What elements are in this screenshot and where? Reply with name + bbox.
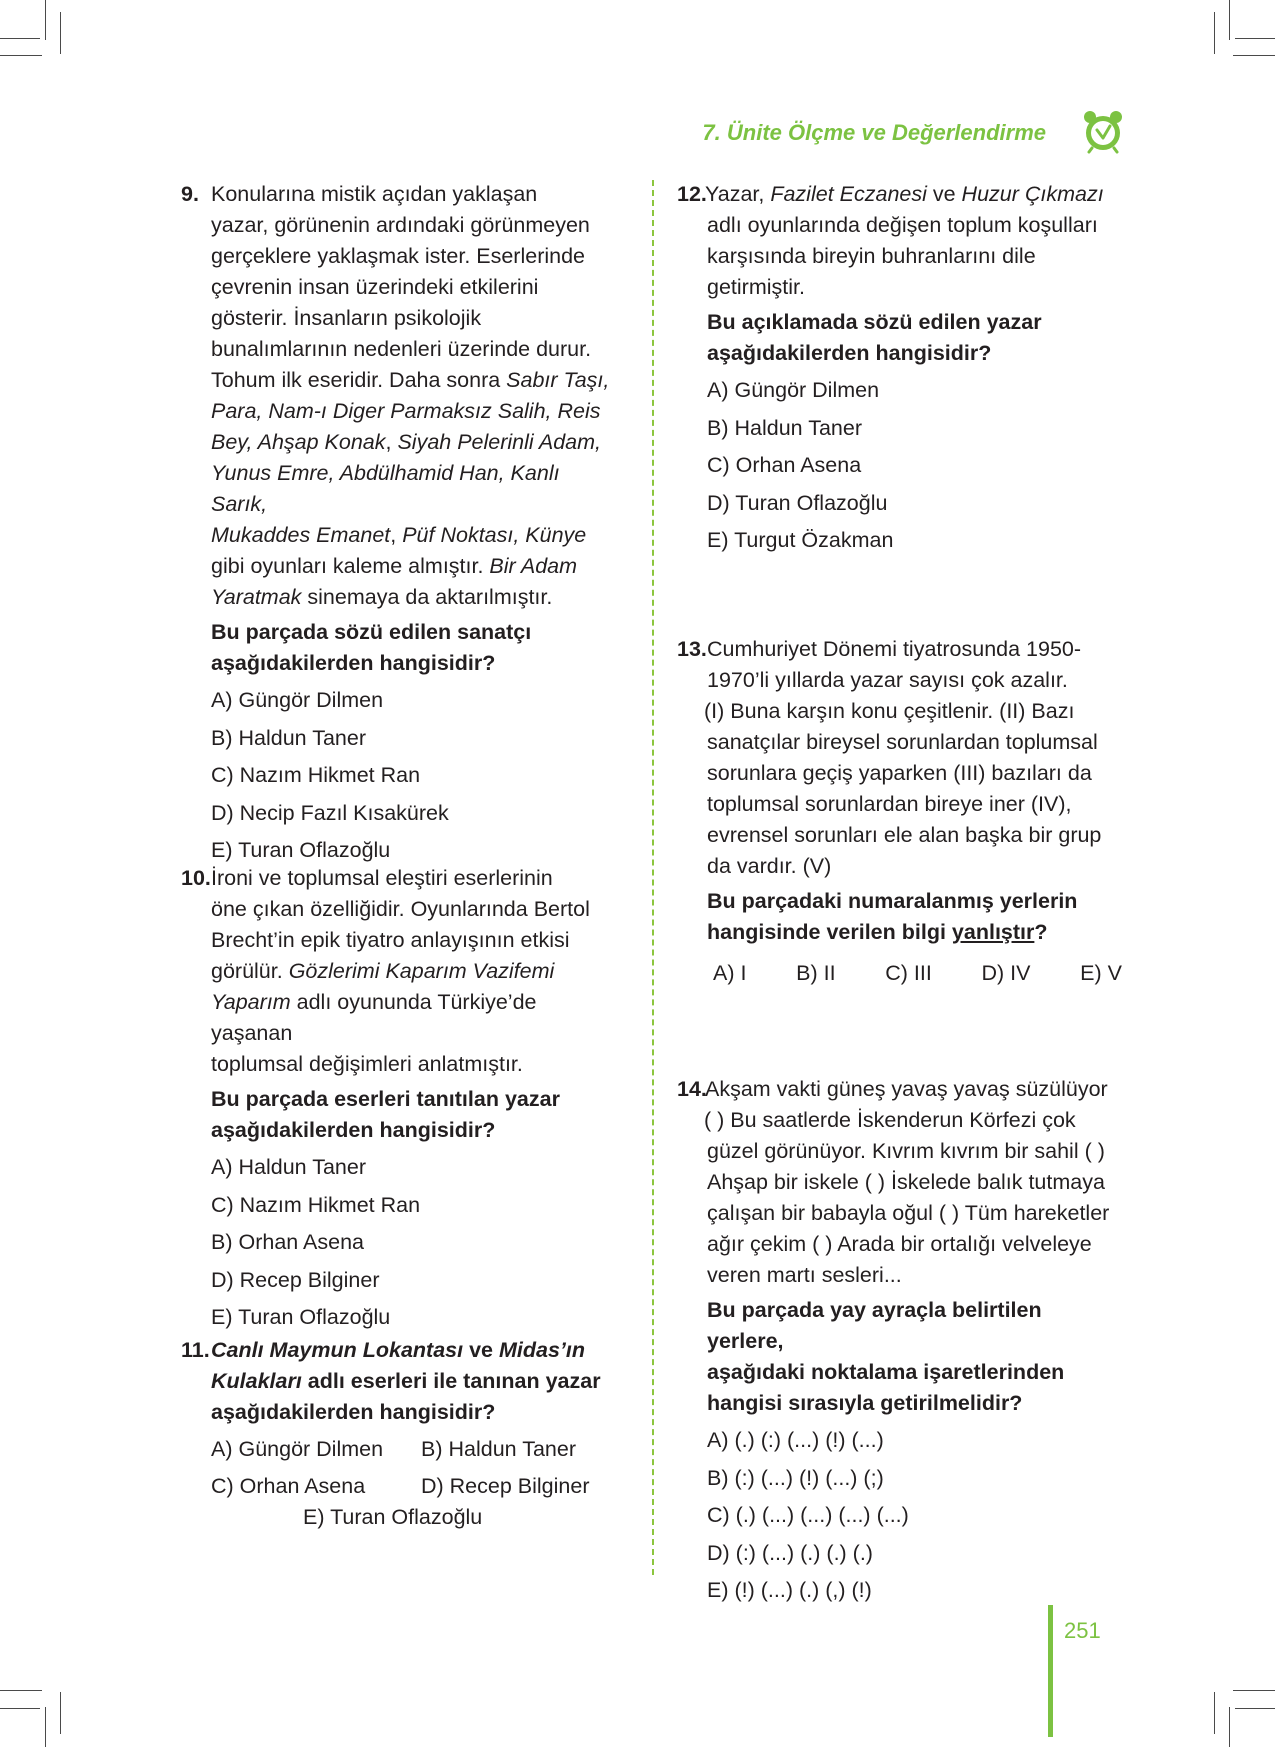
work-title: Gözlerimi Kaparım Vazifemi xyxy=(288,959,555,983)
answer-option-d[interactable]: D) (:) (...) (.) (.) (.) xyxy=(707,1540,873,1565)
question-stem: Bu açıklamada sözü edilen yazar xyxy=(707,310,1042,334)
question-number: 10. xyxy=(181,866,211,890)
crop-mark xyxy=(1235,1708,1275,1709)
question-text-line: 1970’li yıllarda yazar sayısı çok azalır. xyxy=(707,668,1068,692)
work-title: Mukaddes Emanet xyxy=(211,523,391,547)
answer-options xyxy=(707,958,1122,989)
work-title: Sabır Taşı, xyxy=(506,368,610,392)
crop-mark xyxy=(1233,55,1275,56)
question-text-line: getirmiştir. xyxy=(707,275,805,299)
text-run: ve xyxy=(926,182,962,206)
question-stem: Bu parçada eserleri tanıtılan yazar xyxy=(211,1087,560,1111)
answer-option-e[interactable]: E) Turan Oflazoğlu xyxy=(303,1505,483,1529)
question-10 xyxy=(181,863,621,1334)
alarm-clock-icon xyxy=(1080,108,1126,154)
question-stem: aşağıdakilerden hangisidir? xyxy=(707,341,992,365)
work-title: Siyah Pelerinli Adam, xyxy=(397,430,601,454)
work-title-line: Yunus Emre, Abdülhamid Han, Kanlı Sarık, xyxy=(211,461,560,516)
crop-mark xyxy=(1235,38,1275,39)
crop-mark xyxy=(0,38,40,39)
question-stem: aşağıdakilerden hangisidir? xyxy=(211,1400,496,1424)
question-text-line: yazar, görünenin ardındaki görünmeyen xyxy=(211,213,590,237)
column-divider xyxy=(652,180,654,1575)
crop-mark xyxy=(0,55,42,56)
question-number: 11. xyxy=(181,1338,210,1362)
question-number: 13. xyxy=(677,637,707,661)
answer-option-a[interactable]: A) Güngör Dilmen xyxy=(211,688,384,712)
text-run: görülür. xyxy=(211,959,289,983)
question-text-line: Cumhuriyet Dönemi tiyatrosunda 1950- xyxy=(707,637,1082,661)
question-text-line: gösterir. İnsanların psikolojik xyxy=(211,306,482,330)
crop-mark xyxy=(0,1708,40,1709)
question-text-line xyxy=(211,956,621,987)
crop-mark xyxy=(1214,1692,1215,1734)
question-text-line: Akşam vakti güneş yavaş yavaş süzülüyor xyxy=(705,1077,1108,1101)
text-run: adlı eserleri ile tanınan yazar xyxy=(301,1369,601,1393)
emphasis-underlined: yanlıştır xyxy=(951,920,1035,944)
question-text-line: Konularına mistik açıdan yaklaşan xyxy=(211,182,538,206)
crop-mark xyxy=(1214,12,1215,54)
work-title: Bey, Ahşap Konak xyxy=(211,430,386,454)
page-number: 251 xyxy=(1064,1618,1101,1643)
question-text-line: karşısında bireyin buhranlarını dile xyxy=(707,244,1036,268)
question-text-line: evrensel sorunları ele alan başka bir grup xyxy=(707,823,1102,847)
answer-option-b[interactable]: B) (:) (...) (!) (...) (;) xyxy=(707,1465,884,1490)
question-text-line: da vardır. (V) xyxy=(707,854,832,878)
crop-mark xyxy=(45,1707,46,1747)
answer-option-c[interactable]: C) Orhan Asena xyxy=(707,453,862,477)
question-11 xyxy=(181,1335,621,1533)
question-text-line xyxy=(211,551,621,582)
text-run: hangisinde verilen bilgi xyxy=(707,920,952,944)
answer-option-d[interactable]: D) Necip Fazıl Kısakürek xyxy=(211,800,449,825)
question-text-line: bunalımlarının nedenleri üzerinde durur. xyxy=(211,337,592,361)
crop-mark xyxy=(0,1690,42,1691)
question-stem: aşağıdakilerden hangisidir? xyxy=(211,1118,496,1142)
question-text-line: gerçeklere yaklaşmak ister. Eserlerinde xyxy=(211,244,586,268)
text-run: gibi oyunları kaleme almıştır. xyxy=(211,554,490,578)
question-text-line xyxy=(705,179,1122,210)
question-stem: hangisi sırasıyla getirilmelidir? xyxy=(707,1391,1023,1415)
question-stem: Bu parçada yay ayraçla belirtilen yerlere, xyxy=(707,1298,1042,1353)
text-run: , xyxy=(385,430,398,454)
answer-option-b[interactable]: B) Orhan Asena xyxy=(211,1230,364,1254)
answer-option-d[interactable]: D) Turan Oflazoğlu xyxy=(707,490,888,515)
answer-option-d[interactable]: D) Recep Bilginer xyxy=(421,1474,590,1498)
answer-option-c[interactable]: C) Nazım Hikmet Ran xyxy=(211,763,421,787)
answer-option-e[interactable]: E) Turgut Özakman xyxy=(707,528,894,552)
question-stem: aşağıdaki noktalama işaretlerinden xyxy=(707,1360,1065,1384)
answer-option-e[interactable]: E) V xyxy=(1080,961,1122,985)
text-run: Tohum ilk eseridir. Daha sonra xyxy=(211,368,507,392)
question-text-line: Ahşap bir iskele ( ) İskelede balık tutmaya xyxy=(707,1170,1105,1194)
answer-option-a[interactable]: A) (.) (:) (...) (!) (...) xyxy=(707,1428,884,1452)
unit-title: 7. Ünite Ölçme ve Değerlendirme xyxy=(702,120,1046,145)
question-text-line: sanatçılar bireysel sorunlardan toplumsal xyxy=(707,730,1098,754)
question-text-line xyxy=(211,582,621,613)
answer-option-a[interactable]: A) I xyxy=(713,961,747,985)
work-title: Yaratmak xyxy=(211,585,302,609)
crop-mark xyxy=(1229,0,1230,40)
work-title: Canlı Maymun Lokantası xyxy=(211,1338,464,1362)
answer-option-b[interactable]: B) II xyxy=(796,961,836,985)
question-text-line xyxy=(211,365,621,396)
crop-mark xyxy=(1233,1690,1275,1691)
text-run: ? xyxy=(1034,920,1048,944)
page-number-bar xyxy=(1048,1605,1053,1737)
question-text-line: Brecht’in epik tiyatro anlayışının etkisi xyxy=(211,928,570,952)
work-title: Kulakları xyxy=(211,1369,302,1393)
question-text-line: sorunlara geçiş yaparken (III) bazıları da xyxy=(707,761,1092,785)
answer-option-b[interactable]: B) Haldun Taner xyxy=(707,415,862,440)
answer-option-e[interactable]: E) (!) (...) (.) (,) (!) xyxy=(707,1578,872,1602)
work-title: Yaparım xyxy=(211,990,291,1014)
answer-option-b[interactable]: B) Haldun Taner xyxy=(211,725,366,750)
question-text-line: ( ) Bu saatlerde İskenderun Körfezi çok xyxy=(704,1108,1076,1132)
work-title-line: Para, Nam-ı Diger Parmaksız Salih, Reis xyxy=(211,399,601,423)
question-text-line xyxy=(211,987,621,1049)
crop-mark xyxy=(60,12,61,54)
question-text-line: adlı oyunlarında değişen toplum koşulları xyxy=(707,213,1098,237)
question-stem xyxy=(211,1366,621,1397)
answer-option-a[interactable]: A) Güngör Dilmen xyxy=(707,378,880,402)
answer-option-a[interactable]: A) Haldun Taner xyxy=(211,1155,366,1179)
crop-mark xyxy=(60,1692,61,1734)
question-text-line: çalışan bir babayla oğul ( ) Tüm hareketler xyxy=(707,1201,1110,1225)
question-text-line: toplumsal sorunlardan bireye iner (IV), xyxy=(707,792,1072,816)
work-title: Midas’ın xyxy=(498,1338,585,1362)
question-number: 9. xyxy=(181,182,199,206)
question-text-line: güzel görünüyor. Kıvrım kıvrım bir sahil ( ) xyxy=(707,1139,1105,1163)
answer-options xyxy=(211,1434,621,1502)
question-text-line: İroni ve toplumsal eleştiri eserlerinin xyxy=(211,866,553,890)
answer-option-a[interactable]: A) Güngör Dilmen xyxy=(211,1437,384,1461)
question-stem: Bu parçadaki numaralanmış yerlerin xyxy=(707,889,1078,913)
question-stem xyxy=(211,1335,621,1366)
question-text-line: ağır çekim ( ) Arada bir ortalığı velveleye xyxy=(707,1232,1092,1256)
answer-option-d[interactable]: D) IV xyxy=(981,961,1031,985)
question-number: 12. xyxy=(677,182,707,206)
question-14 xyxy=(677,1074,1122,1607)
question-text-line: çevrenin insan üzerindeki etkilerini xyxy=(211,275,539,299)
crop-mark xyxy=(45,0,46,40)
work-title: Huzur Çıkmazı xyxy=(961,182,1104,206)
answer-option-b[interactable]: B) Haldun Taner xyxy=(421,1437,576,1461)
text-run: sinemaya da aktarılmıştır. xyxy=(301,585,553,609)
answer-option-c[interactable]: C) Nazım Hikmet Ran xyxy=(211,1192,421,1217)
question-stem: aşağıdakilerden hangisidir? xyxy=(211,651,496,675)
text-run: , xyxy=(390,523,403,547)
text-run: adlı oyununda Türkiye’de yaşanan xyxy=(211,990,537,1045)
question-text-line xyxy=(211,427,621,458)
text-run: ve xyxy=(463,1338,499,1362)
question-text-line: toplumsal değişimleri anlatmıştır. xyxy=(211,1052,523,1076)
question-9 xyxy=(181,179,621,867)
question-13 xyxy=(677,634,1122,989)
text-run: Yazar, xyxy=(705,182,771,206)
answer-option-c[interactable]: C) (.) (...) (...) (...) (...) xyxy=(707,1503,909,1527)
question-text-line: veren martı sesleri... xyxy=(707,1263,902,1287)
question-stem xyxy=(707,917,1122,948)
work-title: Fazilet Eczanesi xyxy=(770,182,927,206)
question-12 xyxy=(677,179,1122,557)
answer-option-c[interactable]: C) Orhan Asena xyxy=(211,1474,366,1498)
question-text-line: öne çıkan özelliğidir. Oyunlarında Bertol xyxy=(211,897,590,921)
answer-option-d[interactable]: D) Recep Bilginer xyxy=(211,1267,380,1292)
answer-option-e[interactable]: E) Turan Oflazoğlu xyxy=(211,838,391,862)
work-title: Püf Noktası, Künye xyxy=(402,523,587,547)
question-stem: Bu parçada sözü edilen sanatçı xyxy=(211,620,532,644)
work-title: Bir Adam xyxy=(489,554,578,578)
answer-option-c[interactable]: C) III xyxy=(885,961,932,985)
question-text-line: (I) Buna karşın konu çeşitlenir. (II) Bazı xyxy=(704,699,1075,723)
question-text-line xyxy=(211,520,621,551)
answer-option-e[interactable]: E) Turan Oflazoğlu xyxy=(211,1305,391,1329)
crop-mark xyxy=(1229,1707,1230,1747)
question-number: 14. xyxy=(677,1077,707,1101)
